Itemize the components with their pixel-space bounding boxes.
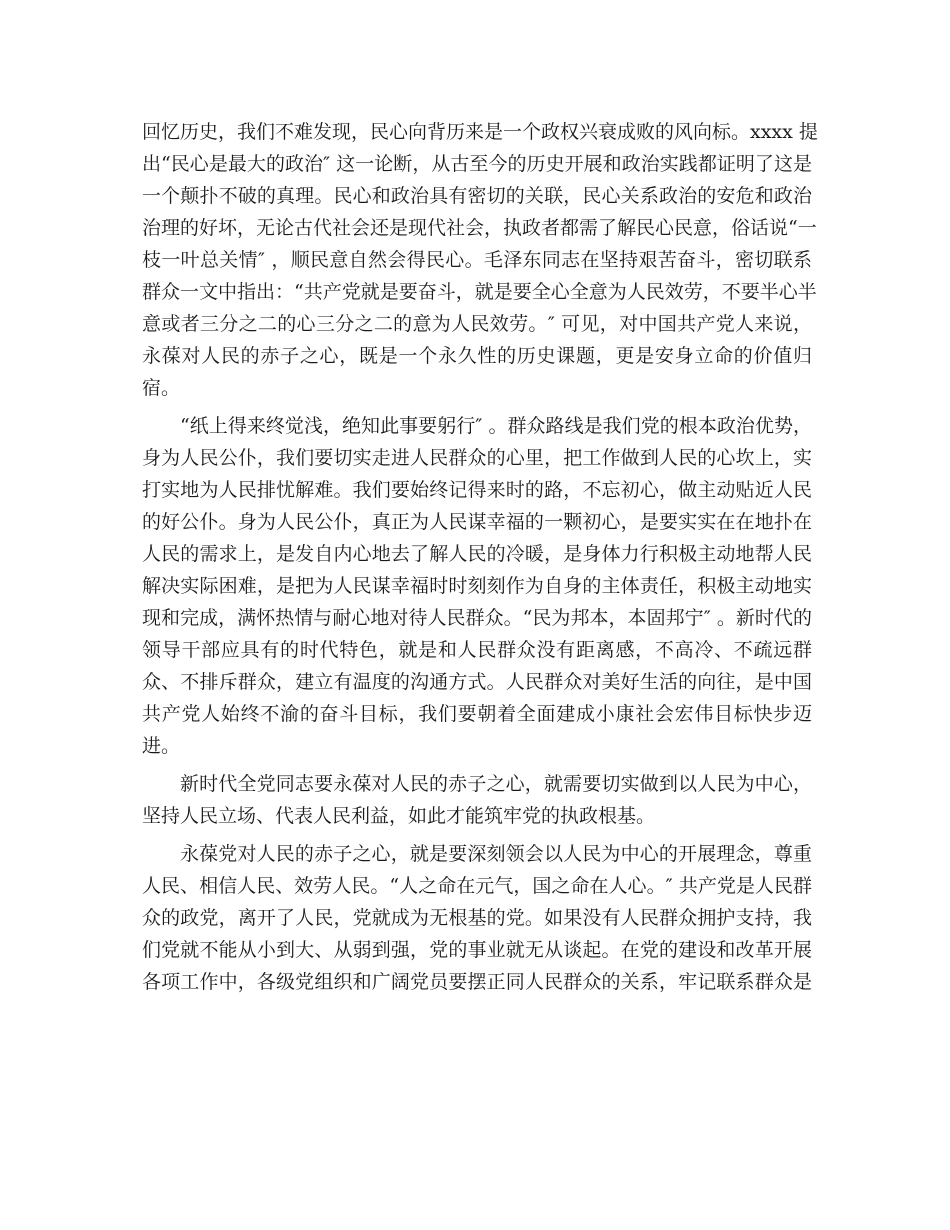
text-line: 身为人民公仆，我们要切实走进人民群众的心里，把工作做到人民的心坎上，实 (142, 447, 812, 469)
paragraph-2 (142, 410, 812, 762)
text-line: 出“民心是最大的政治″ 这一论断，从古至今的历史开展和政治实践都证明了这是 (142, 153, 812, 175)
text-line: 永葆对人民的赤子之心，既是一个永久性的历史课题，更是安身立命的价值归 (142, 345, 812, 367)
text-line: 新时代全党同志要永葆对人民的赤子之心，就需要切实做到以人民为中心， (180, 773, 812, 795)
text-line: 宿。 (142, 377, 181, 399)
text-line: 领导干部应具有的时代特色，就是和人民群众没有距离感，不高冷、不疏远群 (142, 639, 812, 661)
document-body (142, 116, 818, 998)
text-line: 们党就不能从小到大、从弱到强，党的事业就无从谈起。在党的建设和改革开展 (142, 939, 812, 961)
paragraph-1 (142, 116, 818, 404)
paragraph-3 (142, 768, 812, 832)
text-line: 坚持人民立场、代表人民利益，如此才能筑牢党的执政根基。 (142, 805, 656, 827)
text-line: 众的政党，离开了人民，党就成为无根基的党。如果没有人民群众拥护支持，我 (142, 907, 812, 929)
text-line: 人民、相信人民、效劳人民。“人之命在元气，国之命在人心。″ 共产党是人民群 (142, 875, 812, 897)
text-line: 进。 (142, 735, 181, 757)
text-line: 群众一文中指出：“共产党就是要奋斗，就是要全心全意为人民效劳，不要半心半 (142, 281, 817, 303)
text-line: 众、不排斥群众，建立有温度的沟通方式。人民群众对美好生活的向往，是中国 (142, 671, 812, 693)
text-line: 永葆党对人民的赤子之心，就是要深刻领会以人民为中心的开展理念，尊重 (180, 843, 812, 865)
text-line: 回忆历史，我们不难发现，民心向背历来是一个政权兴衰成败的风向标。xxxx 提 (142, 121, 818, 143)
text-line: 各项工作中，各级党组织和广阔党员要摆正同人民群众的关系，牢记联系群众是 (142, 971, 812, 993)
text-line: 打实地为人民排忧解难。我们要始终记得来时的路，不忘初心，做主动贴近人民 (142, 479, 812, 501)
paragraph-4 (142, 838, 812, 998)
text-line: 现和完成，满怀热情与耐心地对待人民群众。“民为邦本，本固邦宁″ 。新时代的 (142, 607, 812, 629)
text-line: “纸上得来终觉浅，绝知此事要躬行″ 。群众路线是我们党的根本政治优势， (180, 415, 812, 437)
text-line: 一个颠扑不破的真理。民心和政治具有密切的关联，民心关系政治的安危和政治 (142, 185, 812, 207)
text-line: 治理的好坏，无论古代社会还是现代社会，执政者都需了解民心民意，俗话说“一 (142, 217, 817, 239)
text-line: 共产党人始终不渝的奋斗目标，我们要朝着全面建成小康社会宏伟目标快步迈 (142, 703, 812, 725)
text-line: 解决实际困难，是把为人民谋幸福时时刻刻作为自身的主体责任，积极主动地实 (142, 575, 812, 597)
text-line: 的好公仆。身为人民公仆，真正为人民谋幸福的一颗初心，是要实实在在地扑在 (142, 511, 812, 533)
text-line: 枝一叶总关情″ ，顺民意自然会得民心。毛泽东同志在坚持艰苦奋斗，密切联系 (142, 249, 812, 271)
text-line: 人民的需求上，是发自内心地去了解人民的冷暖，是身体力行积极主动地帮人民 (142, 543, 812, 565)
text-line: 意或者三分之二的心三分之二的意为人民效劳。″ 可见，对中国共产党人来说， (142, 313, 812, 335)
